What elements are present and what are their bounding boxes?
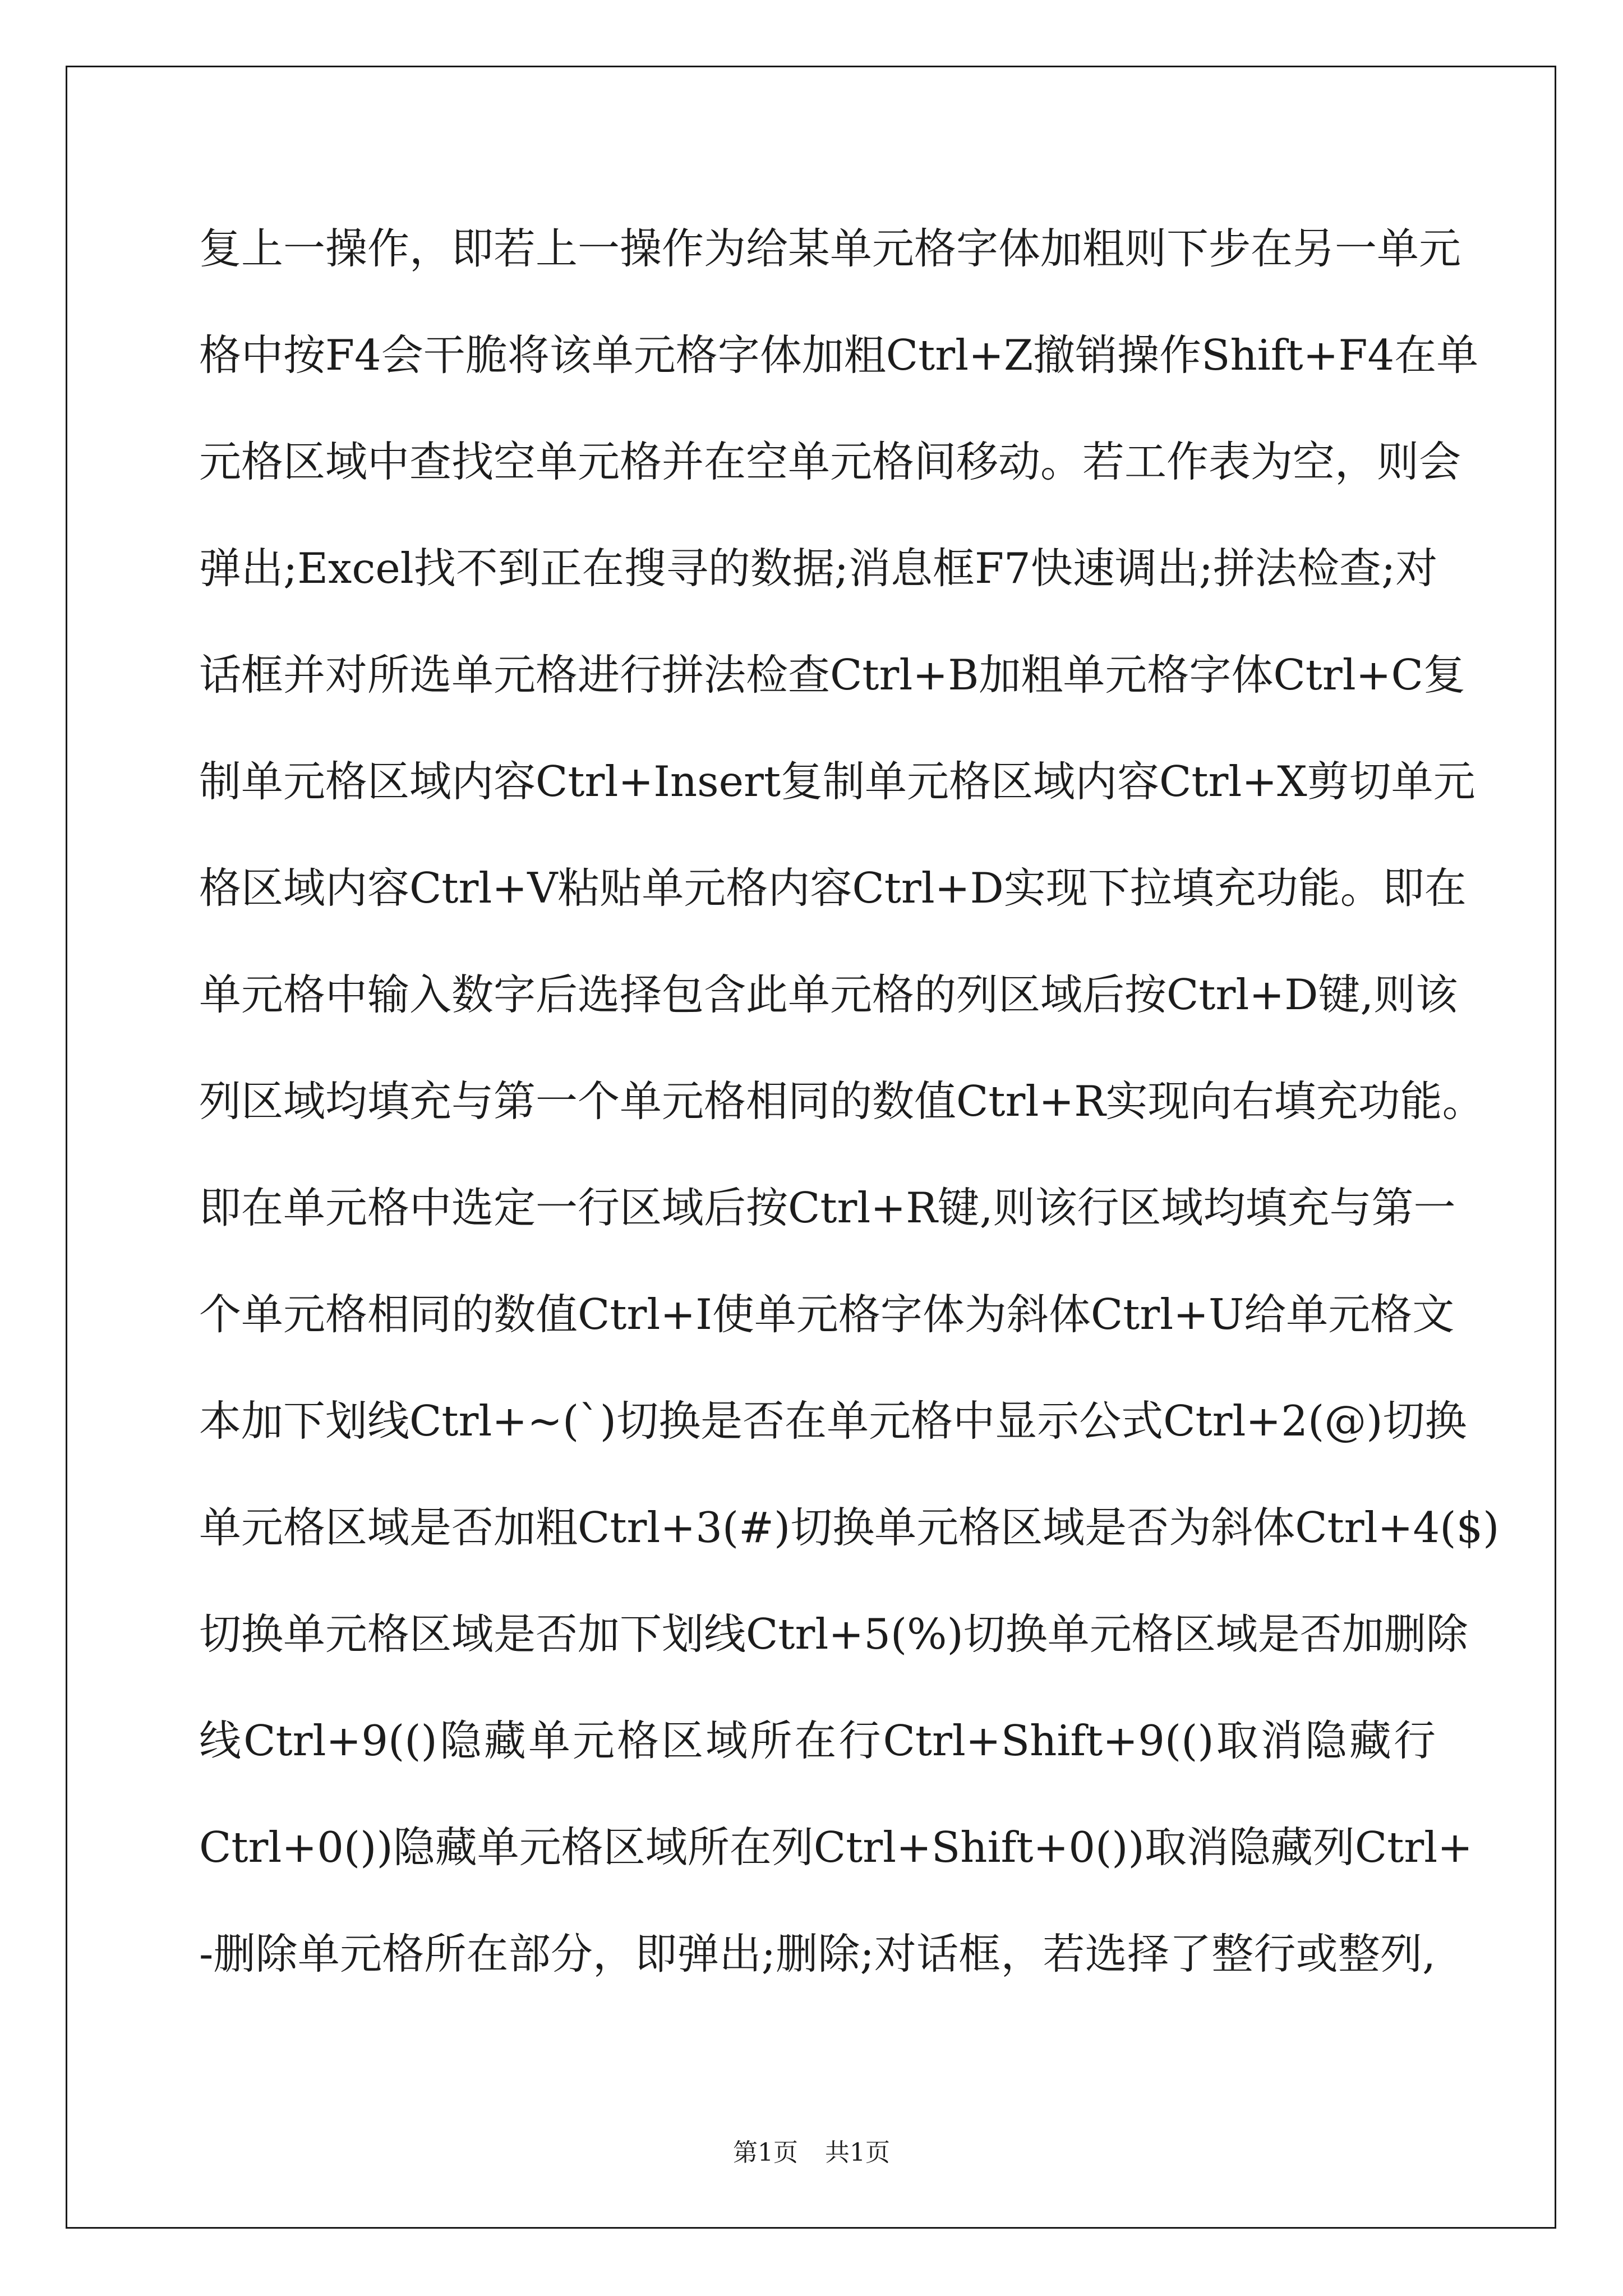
text-line: -删除单元格所在部分，即弹出;删除;对话框，若选择了整行或整列, xyxy=(199,1929,1436,1978)
text-line: 单元格区域是否加粗Ctrl+3(#)切换单元格区域是否为斜体Ctrl+4($) xyxy=(199,1503,1500,1552)
text-line: 本加下划线Ctrl+~(`)切换是否在单元格中显示公式Ctrl+2(@)切换 xyxy=(199,1396,1467,1446)
text-line: 格区域内容Ctrl+V粘贴单元格内容Ctrl+D实现下拉填充功能。即在 xyxy=(199,863,1467,913)
text-line: 话框并对所选单元格进行拼法检查Ctrl+B加粗单元格字体Ctrl+C复 xyxy=(199,650,1465,700)
text-line: Ctrl+0())隐藏单元格区域所在列Ctrl+Shift+0())取消隐藏列Ctrl+ xyxy=(199,1823,1473,1872)
page-number: 第1页 xyxy=(733,2138,798,2167)
text-line: 复上一操作，即若上一操作为给某单元格字体加粗则下步在另一单元 xyxy=(199,224,1461,273)
text-line: 列区域均填充与第一个单元格相同的数值Ctrl+R实现向右填充功能。 xyxy=(199,1076,1484,1126)
text-line: 弹出;Excel找不到正在搜寻的数据;消息框F7快速调出;拼法检查;对 xyxy=(199,544,1438,593)
page-total: 共1页 xyxy=(825,2138,890,2167)
text-line: 元格区域中查找空单元格并在空单元格间移动。若工作表为空，则会 xyxy=(199,437,1461,486)
text-line: 即在单元格中选定一行区域后按Ctrl+R键,则该行区域均填充与第一 xyxy=(199,1183,1456,1232)
text-line: 格中按F4会干脆将该单元格字体加粗Ctrl+Z撤销操作Shift+F4在单 xyxy=(199,330,1479,380)
document-body xyxy=(199,218,1500,2030)
page-footer xyxy=(0,2136,1623,2170)
text-line: 线Ctrl+9(()隐藏单元格区域所在行Ctrl+Shift+9(()取消隐藏行 xyxy=(199,1716,1436,1765)
text-line: 单元格中输入数字后选择包含此单元格的列区域后按Ctrl+D键,则该 xyxy=(199,970,1458,1019)
text-line: 切换单元格区域是否加下划线Ctrl+5(%)切换单元格区域是否加删除 xyxy=(199,1609,1468,1659)
text-line: 个单元格相同的数值Ctrl+I使单元格字体为斜体Ctrl+U给单元格文 xyxy=(199,1290,1455,1339)
text-line: 制单元格区域内容Ctrl+Insert复制单元格区域内容Ctrl+X剪切单元 xyxy=(199,757,1476,806)
